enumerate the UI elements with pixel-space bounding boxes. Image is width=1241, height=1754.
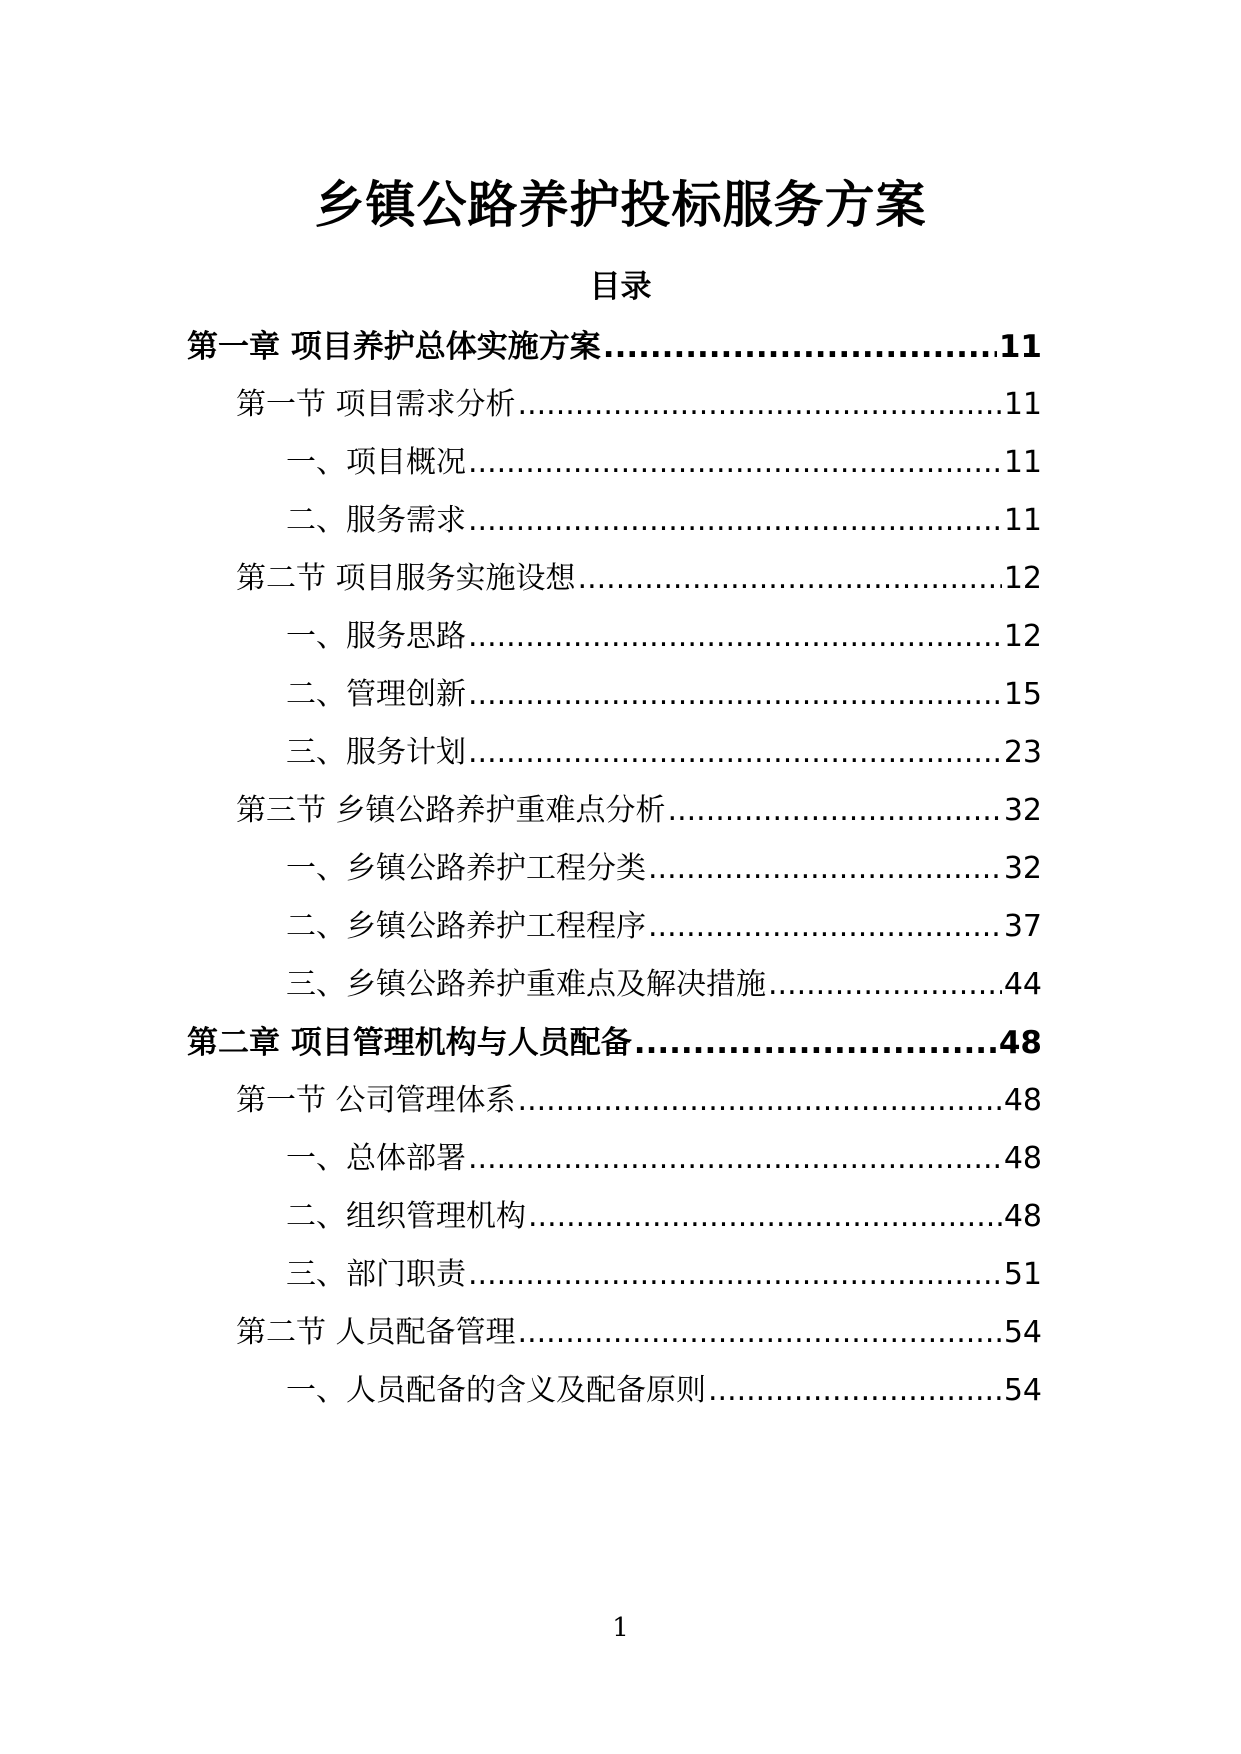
- toc-entry-page: 48: [1003, 1083, 1042, 1118]
- toc-leader-dots: [468, 728, 1002, 778]
- toc-entry-page: 48: [998, 1025, 1042, 1061]
- toc-leader-dots: [468, 496, 1002, 546]
- toc-entry[interactable]: [286, 1192, 1042, 1242]
- toc-entry[interactable]: [286, 496, 1042, 546]
- toc-entry-page: 15: [1003, 677, 1042, 712]
- toc-leader-dots: [468, 612, 1002, 662]
- toc-entry-label: 三、乡镇公路养护重难点及解决措施: [286, 967, 766, 1002]
- toc-entry-label: 二、管理创新: [286, 677, 466, 712]
- toc-entry[interactable]: [286, 728, 1042, 778]
- toc-entry[interactable]: [286, 1250, 1042, 1300]
- toc-leader-dots: [668, 786, 1002, 836]
- toc-leader-dots: [468, 438, 1002, 488]
- toc-entry-page: 48: [1003, 1199, 1042, 1234]
- toc-entry[interactable]: [236, 380, 1042, 430]
- toc-entry-page: 12: [1003, 561, 1042, 596]
- toc-entry-page: 12: [1003, 619, 1042, 654]
- toc-leader-dots: [768, 960, 1002, 1010]
- toc-leader-dots: [518, 1076, 1002, 1126]
- toc-entry-label: 一、服务思路: [286, 619, 466, 654]
- toc-entry-label: 三、部门职责: [286, 1257, 466, 1292]
- toc-entry-label: 一、人员配备的含义及配备原则: [286, 1373, 706, 1408]
- toc-entry[interactable]: [236, 554, 1042, 604]
- toc-leader-dots: [603, 322, 997, 372]
- toc-entry-label: 一、乡镇公路养护工程分类: [286, 851, 646, 886]
- toc-leader-dots: [648, 844, 1002, 894]
- toc-entry-page: 11: [1003, 387, 1042, 422]
- toc-entry-page: 11: [998, 329, 1042, 365]
- toc-entry-page: 51: [1003, 1257, 1042, 1292]
- toc-entry[interactable]: [187, 1018, 1042, 1068]
- toc-entry[interactable]: [236, 786, 1042, 836]
- toc-entry-page: 32: [1003, 793, 1042, 828]
- toc-leader-dots: [468, 670, 1002, 720]
- toc-entry-label: 第一节 公司管理体系: [236, 1083, 516, 1118]
- toc-entry-label: 第一章 项目养护总体实施方案: [187, 329, 601, 365]
- toc-entry-label: 二、服务需求: [286, 503, 466, 538]
- toc-entry-label: 二、乡镇公路养护工程程序: [286, 909, 646, 944]
- toc-entry-page: 54: [1003, 1373, 1042, 1408]
- toc-leader-dots: [578, 554, 1002, 604]
- toc-entry[interactable]: [286, 1366, 1042, 1416]
- toc-entry[interactable]: [286, 960, 1042, 1010]
- toc-entry[interactable]: [187, 322, 1042, 372]
- toc-leader-dots: [468, 1250, 1002, 1300]
- toc-entry[interactable]: [236, 1076, 1042, 1126]
- toc-leader-dots: [518, 380, 1002, 430]
- toc-entry-label: 一、项目概况: [286, 445, 466, 480]
- toc-entry-label: 三、服务计划: [286, 735, 466, 770]
- toc-entry-page: 11: [1003, 503, 1042, 538]
- toc-entry-label: 一、总体部署: [286, 1141, 466, 1176]
- toc-entry[interactable]: [286, 438, 1042, 488]
- toc-entry-page: 11: [1003, 445, 1042, 480]
- toc-entry[interactable]: [286, 902, 1042, 952]
- document-title: 乡镇公路养护投标服务方案: [314, 176, 927, 234]
- toc-heading: 目录: [589, 269, 652, 305]
- toc-entry[interactable]: [236, 1308, 1042, 1358]
- toc-entry-page: 32: [1003, 851, 1042, 886]
- toc-leader-dots: [634, 1018, 997, 1068]
- toc-leader-dots: [518, 1308, 1002, 1358]
- toc-entry-label: 第三节 乡镇公路养护重难点分析: [236, 793, 666, 828]
- page-number: 1: [612, 1613, 629, 1643]
- toc-entry[interactable]: [286, 612, 1042, 662]
- toc-leader-dots: [648, 902, 1002, 952]
- toc-entry[interactable]: [286, 1134, 1042, 1184]
- toc-leader-dots: [708, 1366, 1002, 1416]
- toc-entry-label: 二、组织管理机构: [286, 1199, 526, 1234]
- toc-entry-page: 23: [1003, 735, 1042, 770]
- toc-entry[interactable]: [286, 844, 1042, 894]
- toc-entry-label: 第二节 人员配备管理: [236, 1315, 516, 1350]
- toc-entry-label: 第一节 项目需求分析: [236, 387, 516, 422]
- toc-entry-label: 第二节 项目服务实施设想: [236, 561, 576, 596]
- toc-entry-page: 44: [1003, 967, 1042, 1002]
- toc-entry-page: 54: [1003, 1315, 1042, 1350]
- toc-leader-dots: [468, 1134, 1002, 1184]
- toc-entry-label: 第二章 项目管理机构与人员配备: [187, 1025, 632, 1061]
- toc-leader-dots: [528, 1192, 1002, 1242]
- toc-entry-page: 48: [1003, 1141, 1042, 1176]
- toc-entry[interactable]: [286, 670, 1042, 720]
- toc-entry-page: 37: [1003, 909, 1042, 944]
